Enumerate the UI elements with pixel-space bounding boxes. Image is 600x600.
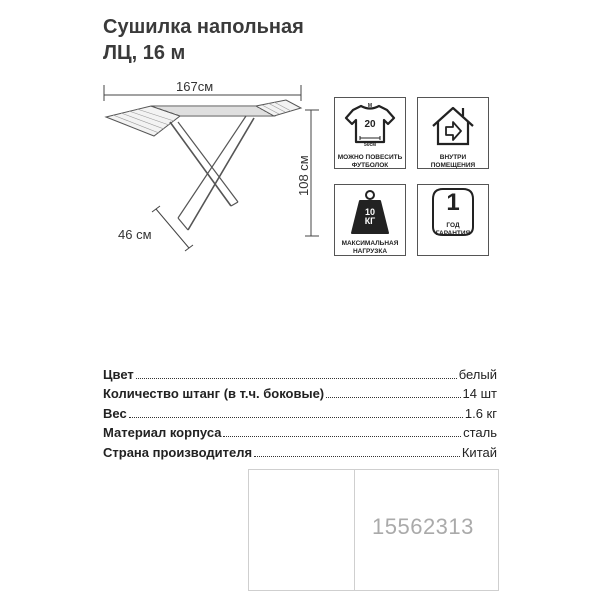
max-load-badge — [334, 184, 406, 256]
dot-leader — [223, 436, 461, 437]
product-title — [103, 14, 403, 66]
dot-leader — [254, 456, 460, 457]
depth-dimension: 46 см — [118, 227, 152, 242]
caption-line: НАГРУЗКА — [352, 248, 388, 255]
article-code: 15562313 — [372, 514, 474, 539]
product-title-line2: ЛЦ, 16 м — [103, 42, 186, 64]
spec-value: белый — [458, 366, 497, 382]
caption-line: ПОМЕЩЕНИЯ — [430, 162, 476, 169]
spec-row-material — [103, 422, 497, 442]
badge-caption — [335, 240, 405, 256]
weight-value: 10 — [364, 207, 375, 217]
spec-value: Китай — [461, 444, 497, 460]
spec-value: сталь — [463, 425, 497, 440]
spec-label: Вес — [103, 405, 127, 421]
tshirt-count: 20 — [364, 119, 376, 130]
dot-leader — [136, 378, 457, 379]
dot-leader — [129, 417, 463, 418]
code-box-left — [248, 469, 355, 591]
spec-label: Страна производителя — [103, 444, 253, 460]
spec-row-country — [103, 441, 497, 461]
width-dimension: 167см — [176, 79, 214, 94]
weight-label — [355, 208, 385, 226]
weight-unit: КГ — [364, 216, 376, 226]
spec-value: 1.6 кг — [464, 405, 497, 421]
caption-line: ВНУТРИ — [439, 154, 467, 161]
caption-line: ФУТБОЛОК — [351, 162, 389, 169]
caption-line: МАКСИМАЛЬНАЯ — [341, 240, 399, 247]
spec-row-weight — [103, 402, 497, 422]
dot-leader — [326, 397, 460, 398]
warranty-years: 1 — [446, 189, 460, 216]
warranty-badge — [417, 184, 489, 256]
house-arrow-icon — [418, 98, 488, 154]
spec-label: Материал корпуса — [103, 425, 222, 440]
tshirt-size-label: M — [367, 103, 373, 109]
spec-list — [103, 363, 497, 461]
badge-caption — [418, 154, 488, 170]
tshirt-capacity-badge — [334, 97, 406, 169]
spec-value: 14 шт — [462, 386, 497, 401]
badge-caption — [418, 222, 488, 238]
height-dimension: 108 см — [296, 155, 311, 196]
caption-line: ГАРАНТИЯ — [435, 230, 471, 237]
caption-line: ГОД — [446, 222, 460, 229]
product-title-line1: Сушилка напольная — [103, 16, 304, 38]
tshirt-width: 50см — [363, 142, 377, 148]
indoor-badge — [417, 97, 489, 169]
spec-label: Количество штанг (в т.ч. боковые) — [103, 386, 325, 401]
spec-label: Цвет — [103, 366, 134, 382]
spec-row-color — [103, 363, 497, 383]
badge-caption — [335, 154, 405, 170]
spec-row-bars — [103, 383, 497, 403]
caption-line: МОЖНО ПОВЕСИТЬ — [337, 154, 403, 161]
